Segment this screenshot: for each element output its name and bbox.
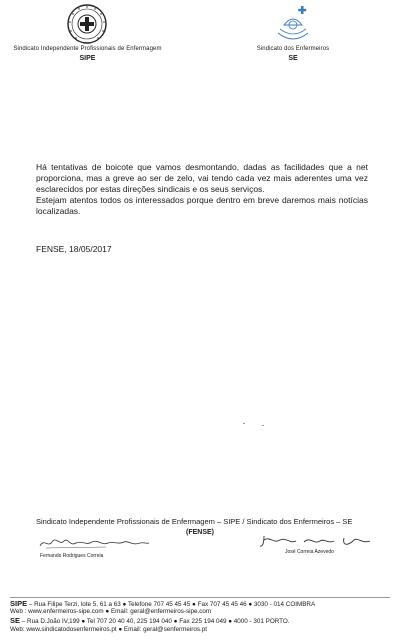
footer-sipe-address: – Rua Filipe Terzi, lote 5, 61 a 63 ● Telefone 707 45 45 45 ● Fax 707 45 45 46 ● 3030 - 014 COIMBRA <box>27 601 316 608</box>
paragraph-1: Há tentativas de boicote que vamos desmontando, dadas as facilidades que a net proporciona, mas a greve ao ser de zelo, vai tendo cada vez mais aderentes uma vez esclarecidos por estas direções sindicais e os seus serviços. <box>36 162 368 194</box>
footer-se-line-1 <box>10 617 290 626</box>
signature-left-name: Fernando Rodrigues Correia <box>40 553 104 559</box>
footer-se-acronym: SE <box>10 616 21 625</box>
scan-speck <box>262 425 264 426</box>
footer-sipe-line-2: Web : www.enfermeiros-sipe.com ● Email: geral@enfermeiros-sipe.com <box>10 608 212 615</box>
se-acronym: SE <box>288 55 298 62</box>
sipe-acronym: SIPE <box>79 55 96 62</box>
sipe-seal-icon <box>62 3 112 47</box>
footer-divider <box>10 597 390 598</box>
footer-se-line-2: Web: www.sindicatodosenfermeiros.pt ● Email: geral@senfermeiros.pt <box>10 626 207 633</box>
signature-header: Sindicato Independente Profissionais de Enfermagem – SIPE / Sindicato dos Enfermeiros – SE <box>36 517 353 526</box>
se-org-name: Sindicato dos Enfermeiros <box>256 46 330 52</box>
se-nurse-icon <box>268 3 318 47</box>
sipe-org-name: Sindicato Independente Profissionais de Enfermagem <box>13 46 162 52</box>
signature-right-icon <box>258 532 376 550</box>
scan-speck <box>243 423 245 424</box>
signature-right-name: José Correia Azevedo <box>285 549 334 555</box>
footer-se-address: – Rua D.João IV,199 ● Tel 707 20 40 40, 225 194 040 ● Fax 225 194 049 ● 4000 - 301 PORTO. <box>20 618 290 625</box>
signature-subheader: (FENSE) <box>186 529 214 536</box>
footer-sipe-acronym: SIPE <box>10 599 28 608</box>
letter-body <box>36 162 368 217</box>
paragraph-2: Estejam atentos todos os interessados porque dentro em breve daremos mais notícias localizadas. <box>36 195 368 216</box>
signature-left-icon <box>36 534 151 552</box>
dateline: FENSE, 18/05/2017 <box>36 244 112 254</box>
